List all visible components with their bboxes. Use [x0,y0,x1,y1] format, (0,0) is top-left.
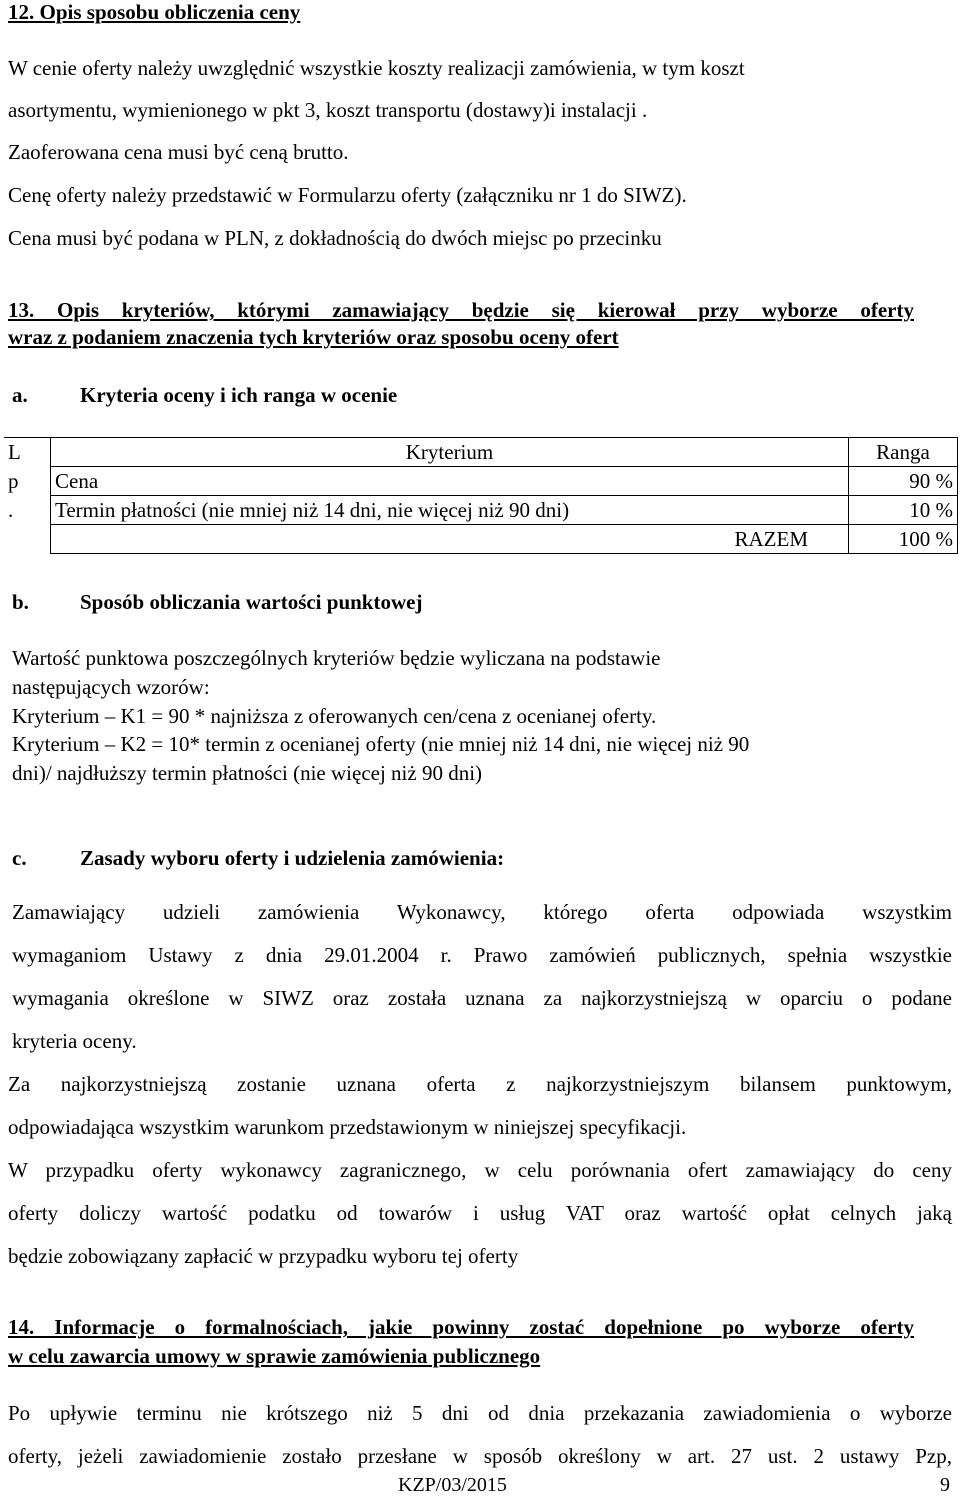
c-line-2: wymaganiom Ustawy z dnia 29.01.2004 r. Prawo zamówień publicznych, spełnia wszystkie [12,943,952,967]
subsection-c-title: Zasady wyboru oferty i udzielenia zamówienia: [80,846,505,870]
lp-cell [4,438,51,554]
table-row [4,467,958,496]
sec12-line-4: Cenę oferty należy przedstawić w Formularzu oferty (załączniku nr 1 do SIWZ). [8,183,687,207]
c-line-5: Za najkorzystniejszą zostanie uznana oferta z najkorzystniejszym bilansem punktowym, [8,1072,952,1096]
sec14-line-2: oferty, jeżeli zawiadomienie zostało przesłane w sposób określony w art. 27 ust. 2 ustawy Pzp, [8,1444,952,1468]
rank-cell: 90 % [849,467,958,496]
b-line-4: Kryterium – K2 = 10* termin z ocenianej oferty (nie mniej niż 14 dni, nie więcej niż 90 [12,732,750,756]
table-row [4,496,958,525]
b-line-2: następujących wzorów: [12,675,210,699]
section-13-heading-line-1: 13. Opis kryteriów, którymi zamawiający będzie się kierował przy wyborze oferty [8,298,914,322]
footer-doc-code: KZP/03/2015 [398,1474,507,1496]
c-line-9: będzie zobowiązany zapłacić w przypadku wyboru tej oferty [8,1244,519,1268]
subsection-b-letter: b. [12,590,29,614]
c-line-3: wymagania określone w SIWZ oraz została uznana za najkorzystniejszą w oparciu o podane [12,986,952,1010]
criteria-table [4,437,958,554]
lp-char: . [8,498,14,522]
c-line-8: oferty doliczy wartość podatku od towarów i usług VAT oraz wartość opłat celnych jaką [8,1201,952,1225]
total-label: RAZEM [51,525,849,554]
lp-char: p [8,469,19,493]
subsection-b-title: Sposób obliczania wartości punktowej [80,590,423,614]
header-criterion: Kryterium [51,438,849,467]
sec12-line-3: Zaoferowana cena musi być ceną brutto. [8,140,349,164]
table-row [4,525,958,554]
section-14-heading-line-1: 14. Informacje o formalnościach, jakie powinny zostać dopełnione po wyborze oferty [8,1315,914,1339]
section-12-heading: 12. Opis sposobu obliczenia ceny [8,0,301,24]
total-value: 100 % [849,525,958,554]
sec14-line-1: Po upływie terminu nie krótszego niż 5 dni od dnia przekazania zawiadomienia o wyborze [8,1401,952,1425]
table-row [4,438,958,467]
sec12-line-2: asortymentu, wymienionego w pkt 3, koszt transportu (dostawy)i instalacji . [8,98,648,122]
section-13-heading-line-2: wraz z podaniem znaczenia tych kryteriów oraz sposobu oceny ofert [8,325,619,349]
criterion-cell: Termin płatności (nie mniej niż 14 dni, nie więcej niż 90 dni) [51,496,849,525]
subsection-c-letter: c. [12,846,27,870]
sec12-line-5: Cena musi być podana w PLN, z dokładnością do dwóch miejsc po przecinku [8,226,662,250]
section-14-heading-line-2: w celu zawarcia umowy w sprawie zamówienia publicznego [8,1344,541,1368]
subsection-a-letter: a. [12,383,28,407]
c-line-7: W przypadku oferty wykonawcy zagranicznego, w celu porównania ofert zamawiający do ceny [8,1158,952,1182]
lp-char: L [8,440,21,464]
rank-cell: 10 % [849,496,958,525]
b-line-3: Kryterium – K1 = 90 * najniższa z oferowanych cen/cena z ocenianej oferty. [12,704,657,728]
footer-page-number: 9 [940,1474,950,1496]
c-line-1: Zamawiający udzieli zamówienia Wykonawcy, którego oferta odpowiada wszystkim [12,900,952,924]
c-line-6: odpowiadająca wszystkim warunkom przedstawionym w niniejszej specyfikacji. [8,1115,687,1139]
header-rank: Ranga [849,438,958,467]
c-line-4: kryteria oceny. [12,1029,137,1053]
sec12-line-1: W cenie oferty należy uwzględnić wszystkie koszty realizacji zamówienia, w tym koszt [8,56,745,80]
b-line-5: dni)/ najdłuższy termin płatności (nie więcej niż 90 dni) [12,761,483,785]
criterion-cell: Cena [51,467,849,496]
b-line-1: Wartość punktowa poszczególnych kryteriów będzie wyliczana na podstawie [12,646,661,670]
subsection-a-title: Kryteria oceny i ich ranga w ocenie [80,383,398,407]
